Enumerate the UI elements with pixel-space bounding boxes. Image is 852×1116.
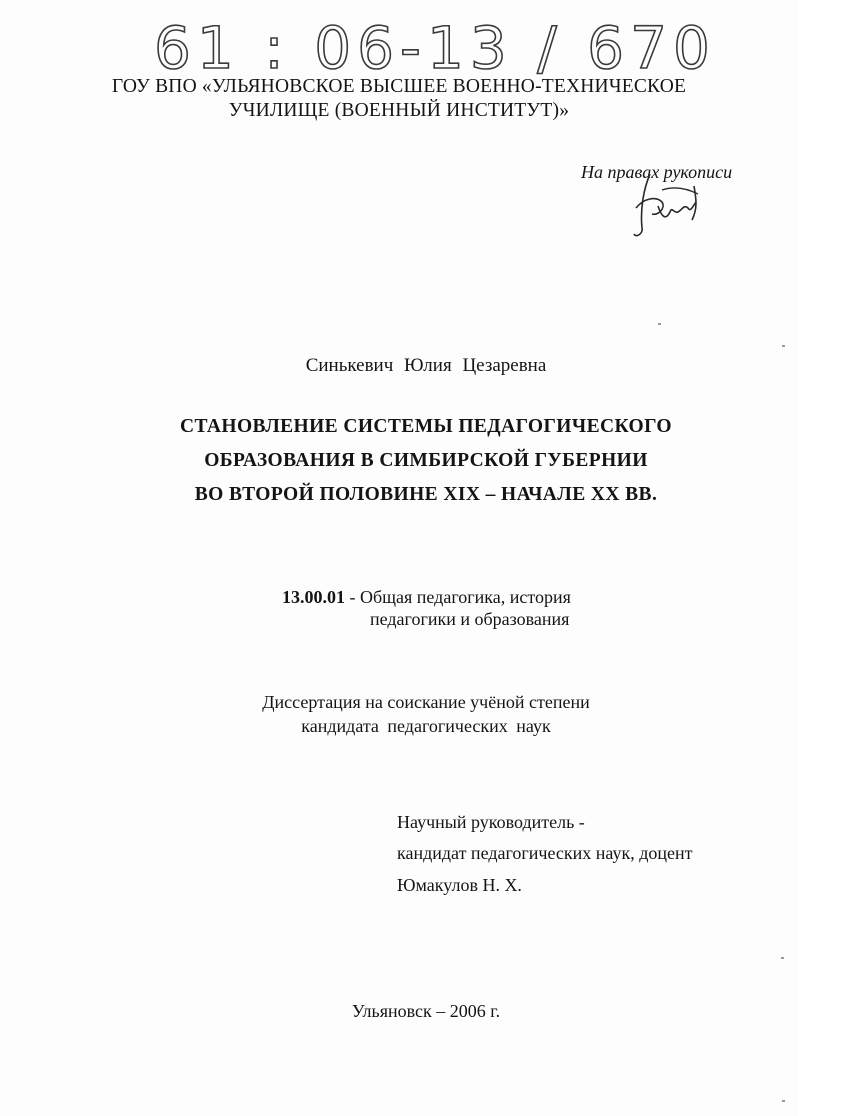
specialty-name-1: - Общая педагогика, история	[345, 587, 571, 607]
dissertation-line-1: Диссертация на соискание учёной степени	[262, 692, 590, 712]
specialty-name-2: педагогики и образования	[370, 609, 570, 629]
title-line-1: СТАНОВЛЕНИЕ СИСТЕМЫ ПЕДАГОГИЧЕСКОГО	[180, 416, 672, 437]
dissertation-line-2: кандидата педагогических наук	[301, 716, 551, 736]
scan-speck	[658, 323, 661, 325]
specialty-line-1	[282, 587, 571, 608]
scan-speck	[782, 345, 785, 347]
advisor-degree: кандидат педагогических наук, доцент	[397, 843, 693, 863]
institution-line-1: ГОУ ВПО «УЛЬЯНОВСКОЕ ВЫСШЕЕ ВОЕННО-ТЕХНИЧЕСКОЕ	[111, 76, 687, 97]
title-line-2: ОБРАЗОВАНИЯ В СИМБИРСКОЙ ГУБЕРНИИ	[204, 450, 648, 471]
advisor-role: Научный руководитель -	[397, 812, 585, 832]
advisor-name: Юмакулов Н. Х.	[397, 875, 522, 895]
title-line-3: ВО ВТОРОЙ ПОЛОВИНЕ XIX – НАЧАЛЕ XX ВВ.	[194, 484, 658, 505]
rights-note: На правах рукописи	[581, 162, 733, 182]
signature	[622, 168, 712, 244]
author-name: Синькевич Юлия Цезаревна	[305, 355, 547, 376]
scan-speck	[781, 957, 784, 959]
handwritten-code-text: 61 : 06-13 / 670	[154, 14, 716, 82]
city-year: Ульяновск – 2006 г.	[351, 1001, 501, 1021]
scan-speck	[782, 1100, 785, 1102]
specialty-code: 13.00.01	[282, 587, 345, 607]
institution-line-2: УЧИЛИЩЕ (ВОЕННЫЙ ИНСТИТУТ)»	[228, 100, 570, 121]
handwritten-catalog-number	[150, 6, 716, 86]
